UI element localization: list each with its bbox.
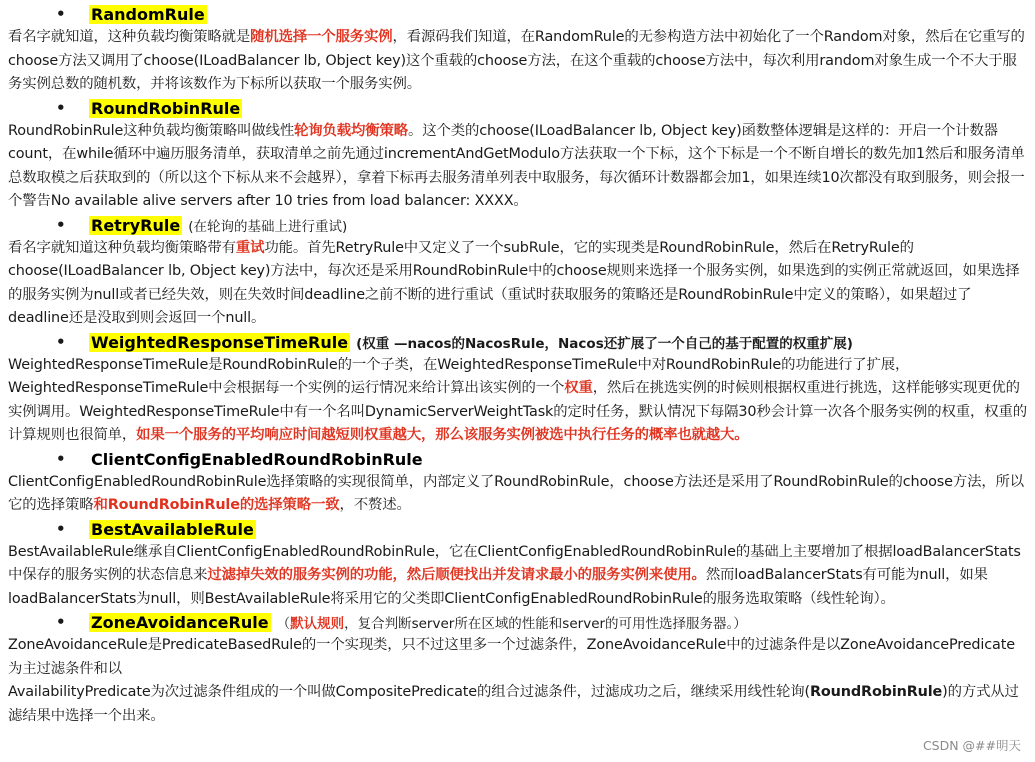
section-heading bbox=[8, 331, 1028, 354]
text-run: RoundRobinRule这种负载均衡策略叫做线性 bbox=[8, 122, 295, 139]
bullet-icon: • bbox=[56, 5, 66, 23]
text-run: 然而loadBalancerStats有可能为null，如果loadBalancerStats为null，则BestAvailableRule将采用它的父类即ClientConfigEnabledRoundRobinRule的服务选取策略（线性轮询）。 bbox=[8, 567, 988, 607]
document-body bbox=[8, 3, 1028, 728]
rule-note bbox=[356, 336, 853, 352]
text-run: ，复合判断server所在区域的性能和server的可用性选择服务器。） bbox=[344, 616, 747, 632]
text-run: 。这个类的choose(ILoadBalancer lb, Object key)函数整体逻辑是这样的：开启一个计数器count，在while循环中遍历服务清单，获取清单之前先通过incrementAndGetModulo方法获取一个下标，这个下标是一个不断自增长的数先加1然后和服务清单总数取模之后获取到的（所以这个下标从来不会越界），拿着下标再去服务清单列表中取服务，每次循环计数器都会加1，如果连续10次都没有取到服务，则会报一个警告No available alive servers after 10 tries from load balancer: XXXX。 bbox=[8, 122, 1025, 209]
rule-description bbox=[8, 681, 1028, 728]
section-heading bbox=[8, 448, 1028, 471]
text-run: 功能。首先RetryRule中又定义了一个subRule，它的实现类是RoundRobinRule，然后在RetryRule的choose(ILoadBalancer lb, Object key)方法中，每次还是采用RoundRobinRule中的choose规则来选择一个服务实例，如果选到的实例正常就返回，如果选择的服务实例为null或者已经失效，则在失效时间deadline之前不断的进行重试（重试时获取服务的策略还是RoundRobinRule中定义的策略），如果超过了deadline还是没取到则会返回一个null。 bbox=[8, 239, 1020, 326]
rule-description bbox=[8, 634, 1028, 681]
emphasis-text: 过滤掉失效的服务实例的功能，然后顺便找出并发请求最小的服务实例来使用。 bbox=[207, 567, 706, 583]
text-run: WeightedResponseTimeRule是RoundRobinRule的一个子类，在WeightedResponseTimeRule中对RoundRobinRule的功能进行了扩展，WeightedResponseTimeRule中会根据每一个实例的运行情况来给计算出该实例的一个 bbox=[8, 356, 910, 396]
rule-description bbox=[8, 237, 1028, 331]
section-heading bbox=[8, 3, 1028, 26]
rule-description bbox=[8, 541, 1028, 612]
bullet-icon: • bbox=[56, 613, 66, 631]
rule-title: WeightedResponseTimeRule bbox=[91, 332, 349, 352]
text-run: ZoneAvoidanceRule是PredicateBasedRule的一个实现类，只不过这里多一个过滤条件，ZoneAvoidanceRule中的过滤条件是以ZoneAvoidancePredicate为主过滤条件和以 bbox=[8, 637, 1015, 677]
text-run: BestAvailableRule继承自ClientConfigEnabledRoundRobinRule，它在ClientConfigEnabledRoundRobinRule的基础上主要增加了根据loadBalancerStats中保存的服务实例的状态信息来 bbox=[8, 543, 1021, 583]
rule-note bbox=[188, 219, 347, 235]
emphasis-text: 重试 bbox=[235, 239, 265, 256]
text-run: （ bbox=[276, 616, 291, 632]
bullet-icon: • bbox=[56, 98, 66, 117]
emphasis-text: 和RoundRobinRule的选择策略一致 bbox=[93, 497, 340, 513]
emphasis-text: 如果一个服务的平均响应时间越短则权重越大，那么该服务实例被选中执行任务的概率也就越大。 bbox=[136, 427, 749, 443]
rule-title: ClientConfigEnabledRoundRobinRule bbox=[91, 449, 423, 469]
text-run: (权重 —nacos的NacosRule，Nacos还扩展了一个自己的基于配置的权重扩展) bbox=[356, 335, 853, 352]
emphasis-text: 权重 bbox=[564, 380, 593, 396]
bold-text: RoundRobinRule bbox=[810, 684, 943, 700]
text-run: 看名字就知道，这种负载均衡策略就是 bbox=[8, 29, 251, 45]
rule-title: RandomRule bbox=[91, 5, 205, 24]
rule-description bbox=[8, 120, 1028, 214]
text-run: ，然后在挑选实例的时候则根据权重进行挑选，这样能够实现更优的实例调用。WeightedResponseTimeRule中有一个名叫DynamicServerWeightTask的定时任务，默认情况下每隔30秒会计算一次各个服务实例的权重，权重的计算规则也很简单， bbox=[8, 380, 1027, 443]
rule-title: BestAvailableRule bbox=[91, 519, 254, 539]
section-heading bbox=[8, 214, 1028, 237]
section-heading bbox=[8, 611, 1028, 634]
rule-description bbox=[8, 354, 1028, 448]
section-heading bbox=[8, 518, 1028, 541]
text-run: (在轮询的基础上进行重试) bbox=[188, 218, 348, 235]
text-run: ClientConfigEnabledRoundRobinRule选择策略的实现很简单，内部定义了RoundRobinRule，choose方法还是采用了RoundRobinRule的choose方法，所以它的选择策略 bbox=[8, 473, 1025, 513]
text-run: ，看源码我们知道，在RandomRule的无参构造方法中初始化了一个Random对象，然后在它重写的choose方法又调用了choose(ILoadBalancer lb, Object key)这个重载的choose方法，在这个重载的choose方法中，每次利用random对象生成一个不大于服务实例总数的随机数，并将该数作为下标所以获取一个服务实例。 bbox=[8, 29, 1025, 92]
bullet-icon: • bbox=[56, 332, 66, 351]
rule-title: RoundRobinRule bbox=[91, 98, 241, 118]
text-run: 看名字就知道这种负载均衡策略带有 bbox=[8, 239, 236, 256]
bullet-icon: • bbox=[56, 519, 66, 538]
text-run: AvailabilityPredicate为次过滤条件组成的一个叫做CompositePredicate的组合过滤条件，过滤成功之后，继续采用线性轮询( bbox=[8, 684, 810, 700]
text-run: )的方式从过滤结果中选择一个出来。 bbox=[8, 684, 1019, 724]
emphasis-text: 随机选择一个服务实例 bbox=[250, 29, 393, 45]
section-heading bbox=[8, 97, 1028, 120]
text-run: ，不赘述。 bbox=[339, 497, 411, 513]
emphasis-text: 轮询负载均衡策略 bbox=[294, 122, 408, 139]
emphasis-text: 默认规则 bbox=[290, 616, 345, 632]
bullet-icon: • bbox=[56, 215, 66, 234]
rule-note bbox=[277, 616, 747, 632]
bullet-icon: • bbox=[56, 449, 66, 468]
watermark: CSDN @##明天 bbox=[922, 738, 1021, 753]
rule-description bbox=[8, 26, 1028, 97]
rule-description bbox=[8, 471, 1028, 518]
rule-title: ZoneAvoidanceRule bbox=[91, 613, 269, 632]
rule-title: RetryRule bbox=[91, 215, 181, 235]
